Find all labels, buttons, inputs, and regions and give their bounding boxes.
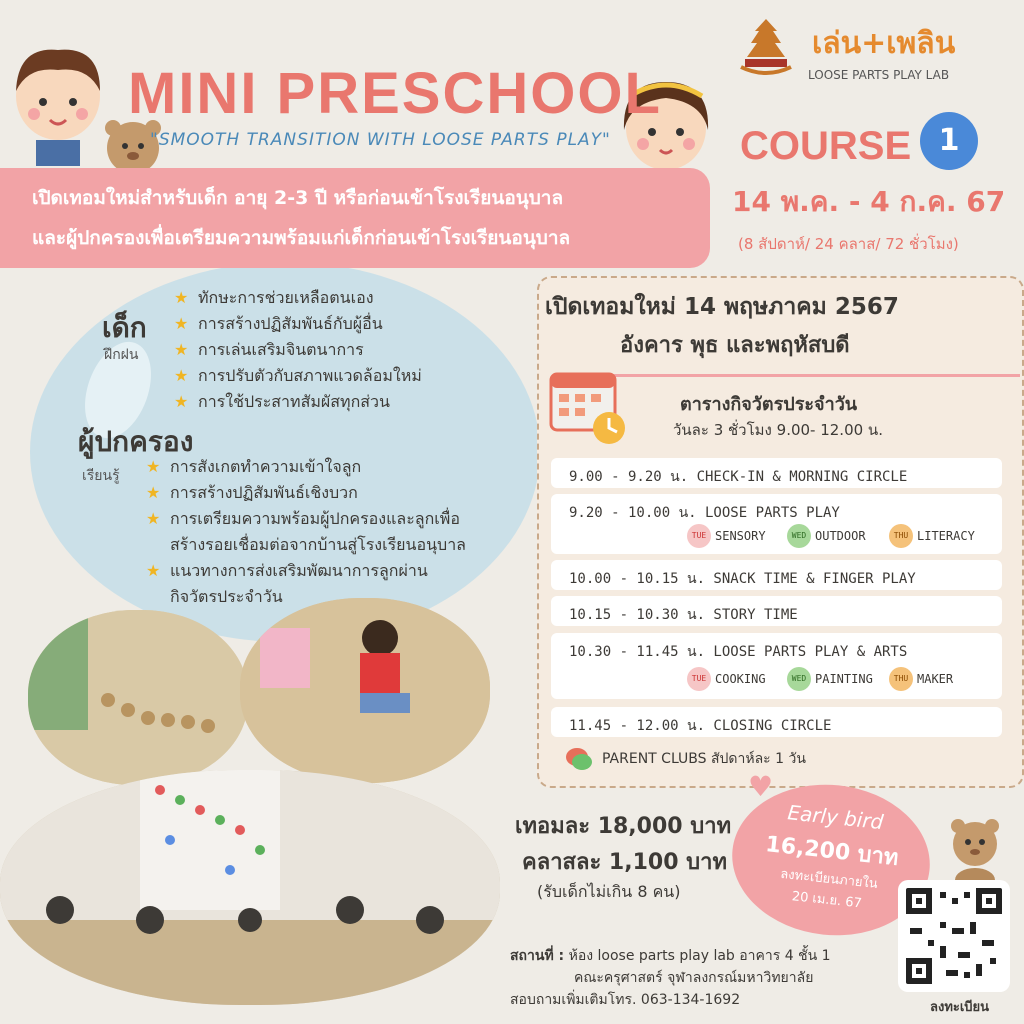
tag-thu-literacy: THU LITERACY (889, 524, 975, 548)
location-line-2: คณะครุศาสตร์ จุฬาลงกรณ์มหาวิทยาลัย (574, 970, 814, 986)
kids-skill-list (174, 285, 422, 415)
boy-illustration-icon (8, 36, 108, 166)
list-item: ★ ทักษะการช่วยเหลือตนเอง (174, 285, 422, 311)
star-icon: ★ (174, 340, 189, 359)
star-icon: ★ (174, 366, 189, 385)
class-size-limit: (รับเด็กไม่เกิน 8 คน) (537, 882, 681, 901)
list-item: ★ การเล่นเสริมจินตนาการ (174, 337, 422, 363)
location-line-1: ห้อง loose parts play lab อาคาร 4 ชั้น 1 (568, 948, 831, 964)
page-title: MINI PRESCHOOL (128, 61, 662, 126)
kids-subheading: ฝึกฝน (104, 347, 139, 363)
tag-tue-sensory: TUE SENSORY (687, 524, 766, 548)
brand-logo: เล่น+เพลิน (812, 26, 956, 61)
term-price: เทอมละ 18,000 บาท (515, 814, 732, 839)
schedule-row: 10.00 - 10.15 น. SNACK TIME & FINGER PLAY (551, 560, 1002, 590)
registration-qr-code[interactable] (898, 880, 1010, 992)
course-number-badge: 1 (920, 112, 978, 170)
schedule-row: 11.45 - 12.00 น. CLOSING CIRCLE (551, 707, 1002, 737)
schedule-row: 10.30 - 11.45 น. LOOSE PARTS PLAY & ARTS TUE COOKING WED PAINTING THU MAKER (551, 633, 1002, 699)
chat-bubbles-icon (565, 745, 593, 773)
intro-banner (0, 168, 710, 268)
heart-icon: ♥ (748, 770, 774, 803)
list-item: กิจวัตรประจำวัน (170, 587, 283, 606)
list-item: สร้างรอยเชื่อมต่อจากบ้านสู่โรงเรียนอนุบาล (170, 535, 466, 554)
list-item: ★ การปรับตัวกับสภาพแวดล้อมใหม่ (174, 363, 422, 389)
star-icon: ★ (174, 288, 189, 307)
list-item: ★ การสร้างปฏิสัมพันธ์เชิงบวก (146, 480, 466, 506)
star-icon: ★ (146, 483, 161, 502)
kids-heading: เด็ก (102, 311, 147, 344)
banner-line-1: เปิดเทอมใหม่สำหรับเด็ก อายุ 2-3 ปี หรือก่อนเข้าโรงเรียนอนุบาล (32, 187, 564, 209)
parents-heading: ผู้ปกครอง (78, 425, 194, 458)
parents-learning-list (146, 454, 466, 610)
photo-loose-parts-blocks (28, 610, 248, 785)
qr-register-label: ลงทะเบียน (930, 1000, 990, 1015)
schedule-open-date: เปิดเทอมใหม่ 14 พฤษภาคม 2567 (545, 294, 899, 320)
early-bird-deadline: 20 เม.ย. 67 (791, 889, 863, 912)
calendar-clock-icon (549, 366, 629, 446)
list-item: ★ การใช้ประสาทสัมผัสทุกส่วน (174, 389, 422, 415)
schedule-row: 9.20 - 10.00 น. LOOSE PARTS PLAY TUE SENSORY WED OUTDOOR THU LITERACY (551, 494, 1002, 554)
page-subtitle: "SMOOTH TRANSITION WITH LOOSE PARTS PLAY" (150, 130, 611, 150)
list-item: ★ การสร้างปฏิสัมพันธ์กับผู้อื่น (174, 311, 422, 337)
star-icon: ★ (174, 392, 189, 411)
banner-line-2: และผู้ปกครองเพื่อเตรียมความพร้อมแก่เด็กก่อนเข้าโรงเรียนอนุบาล (32, 227, 571, 249)
tag-wed-painting: WED PAINTING (787, 667, 873, 691)
course-dates: 14 พ.ค. - 4 ก.ค. 67 (732, 185, 1006, 218)
schedule-row: 10.15 - 10.30 น. STORY TIME (551, 596, 1002, 626)
schedule-row: 9.00 - 9.20 น. CHECK-IN & MORNING CIRCLE (551, 458, 1002, 488)
daily-routine-title: ตารางกิจวัตรประจำวัน (680, 394, 858, 415)
course-details: (8 สัปดาห์/ 24 คลาส/ 72 ชั่วโมง) (738, 235, 959, 253)
early-bird-price: 16,200 บาท (764, 832, 900, 871)
schedule-divider (560, 374, 1020, 377)
early-bird-note: ลงทะเบียนภายใน (779, 866, 879, 892)
star-icon: ★ (146, 561, 161, 580)
parent-clubs-note: PARENT CLUBS สัปดาห์ละ 1 วัน (602, 751, 806, 767)
location-info (510, 945, 831, 1011)
list-item: ★ แนวทางการส่งเสริมพัฒนาการลูกผ่าน (146, 558, 466, 584)
location-label: สถานที่ : (510, 948, 565, 964)
contact-phone: สอบถามเพิ่มเติมโทร. 063-134-1692 (510, 992, 741, 1008)
tag-tue-cooking: TUE COOKING (687, 667, 766, 691)
tag-thu-maker: THU MAKER (889, 667, 953, 691)
class-price: คลาสละ 1,100 บาท (522, 850, 728, 875)
star-icon: ★ (146, 509, 161, 528)
course-label: COURSE (740, 124, 912, 168)
early-bird-label: Early bird (786, 800, 885, 835)
brand-tagline: LOOSE PARTS PLAY LAB (808, 68, 950, 82)
schedule-days: อังคาร พุธ และพฤหัสบดี (620, 333, 850, 358)
university-seal-icon (737, 17, 795, 79)
parents-subheading: เรียนรู้ (82, 468, 120, 484)
list-item: ★ การสังเกตทำความเข้าใจลูก (146, 454, 466, 480)
photo-classroom-circle (0, 770, 500, 1005)
photo-child-playing (240, 598, 490, 783)
star-icon: ★ (174, 314, 189, 333)
daily-routine-hours: วันละ 3 ชั่วโมง 9.00- 12.00 น. (673, 421, 883, 439)
list-item: ★ การเตรียมความพร้อมผู้ปกครองและลูกเพื่อ (146, 506, 466, 532)
star-icon: ★ (146, 457, 161, 476)
tag-wed-outdoor: WED OUTDOOR (787, 524, 866, 548)
